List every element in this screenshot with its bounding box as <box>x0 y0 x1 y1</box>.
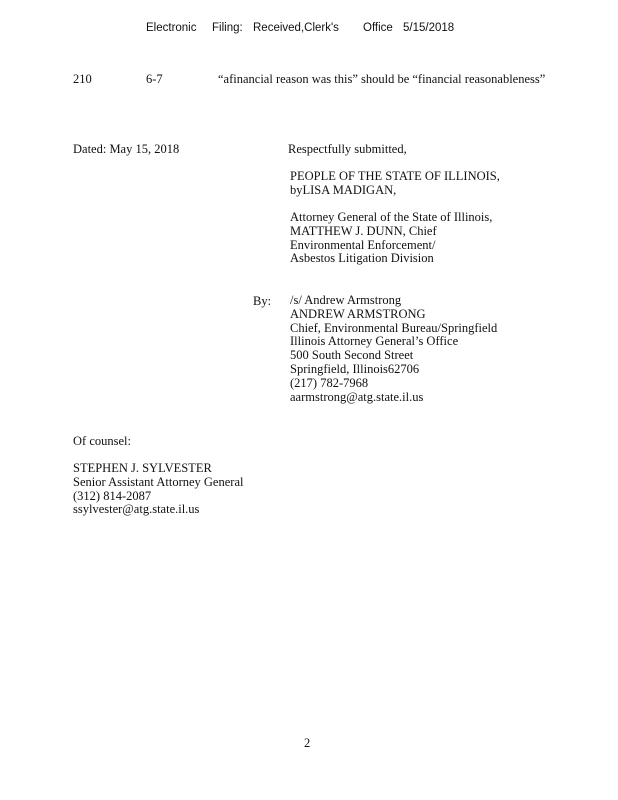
page-number: 2 <box>304 736 311 750</box>
of-counsel-label: Of counsel: <box>73 434 131 448</box>
signer-line: Springfield, Illinois62706 <box>290 361 420 376</box>
people-line: PEOPLE OF THE STATE OF ILLINOIS, <box>290 169 500 183</box>
errata-lines: 6-7 <box>146 72 163 86</box>
header-received: Received,Clerk's <box>253 22 339 34</box>
by-label: By: <box>253 294 272 308</box>
errata-page: 210 <box>73 72 92 86</box>
header-date: 5/15/2018 <box>403 22 455 34</box>
respectfully-submitted: Respectfully submitted, <box>288 142 407 156</box>
people-line: byLISA MADIGAN, <box>290 182 397 197</box>
header-filing: Filing: <box>212 22 243 34</box>
signer-line: Chief, Environmental Bureau/Springfield <box>290 320 498 335</box>
signer-line: 500 South Second Street <box>290 348 414 363</box>
counsel-email: ssylvester@atg.state.il.us <box>73 502 200 517</box>
signer-email: aarmstrong@atg.state.il.us <box>290 389 424 404</box>
signer-line: (217) 782-7968 <box>290 375 369 390</box>
counsel-line: STEPHEN J. SYLVESTER <box>73 461 212 475</box>
counsel-line: Senior Assistant Attorney General <box>73 474 244 489</box>
signer-line: /s/ Andrew Armstrong <box>290 293 402 307</box>
dated-line: Dated: May 15, 2018 <box>73 142 180 156</box>
signer-line: ANDREW ARMSTRONG <box>290 306 426 321</box>
errata-correction: “afinancial reason was this” should be “financial reasonableness” <box>218 72 546 86</box>
ag-line: MATTHEW J. DUNN, Chief <box>290 223 437 238</box>
counsel-block <box>73 462 243 517</box>
attorney-general-block <box>290 211 492 266</box>
header-office: Office <box>363 22 393 34</box>
header-electronic: Electronic <box>146 22 197 34</box>
counsel-line: (312) 814-2087 <box>73 488 152 503</box>
signer-block <box>290 294 497 404</box>
people-block <box>290 170 500 198</box>
signer-line: Illinois Attorney General’s Office <box>290 334 459 349</box>
ag-line: Asbestos Litigation Division <box>290 251 434 266</box>
ag-line: Environmental Enforcement/ <box>290 237 436 252</box>
ag-line: Attorney General of the State of Illinois, <box>290 210 493 224</box>
